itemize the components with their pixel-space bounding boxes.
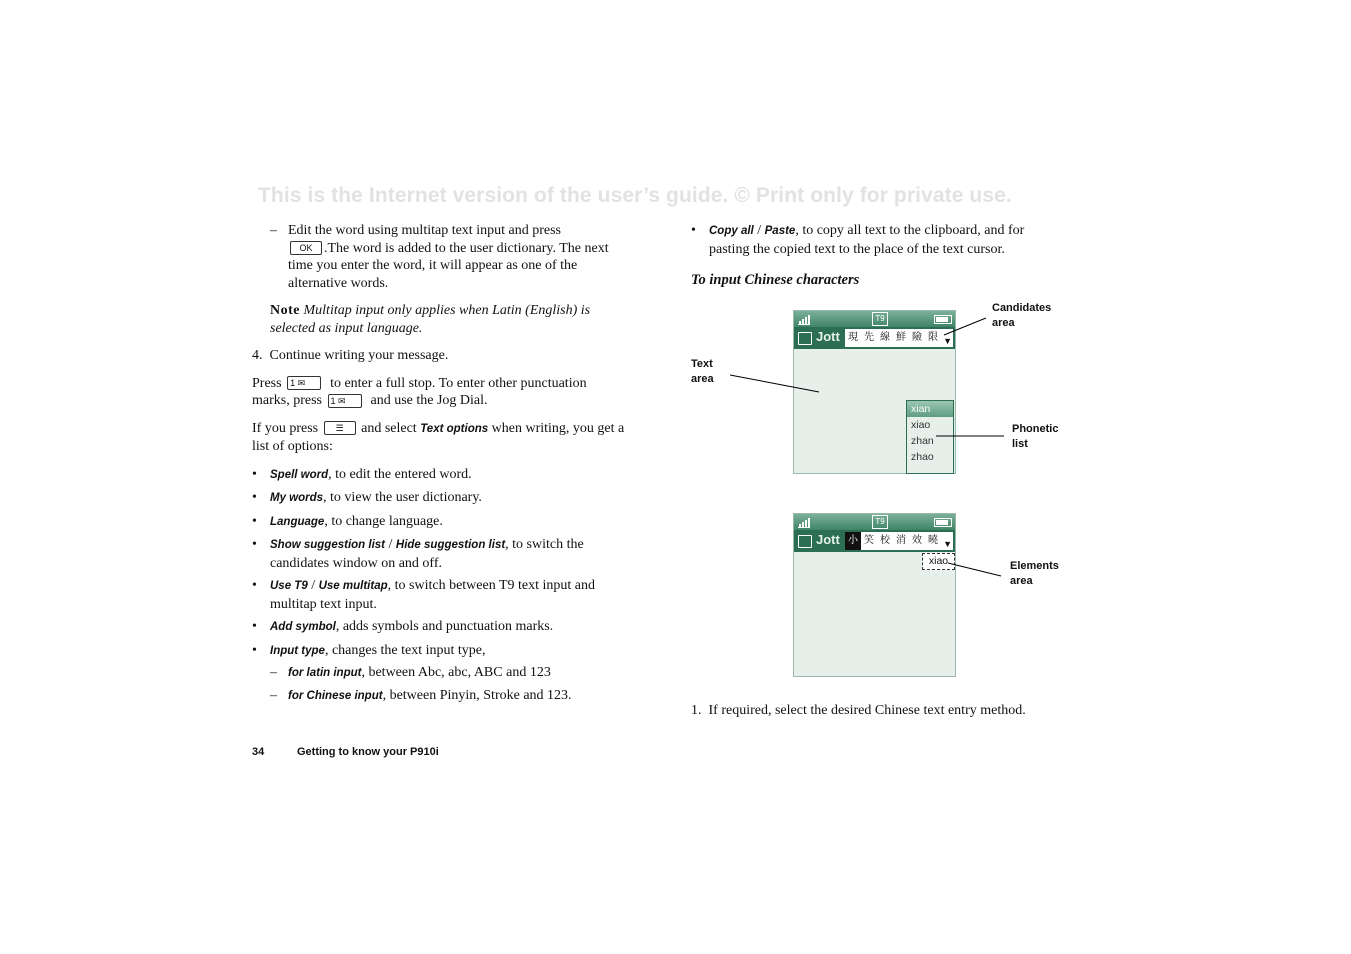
phonetic-item[interactable]: zhao: [911, 451, 934, 463]
app-title: Jott: [816, 329, 840, 344]
step-1: 1. If required, select the desired Chinese text entry method.: [691, 703, 1026, 718]
phonetic-item[interactable]: zhan: [911, 435, 934, 447]
list-item: • Input type, changes the text input type,: [252, 642, 486, 658]
callout-phonetic-list: Phonetic list: [1012, 423, 1059, 450]
section-heading: To input Chinese characters: [691, 272, 860, 288]
key-1-icon: 1 ✉: [287, 376, 321, 390]
menu-key-icon: ☰: [324, 421, 356, 435]
candidate-char[interactable]: 先: [864, 332, 874, 343]
list-item: • Use T9 / Use multitap, to switch between T9 text input and multitap text input.: [252, 578, 595, 612]
chevron-down-icon[interactable]: ▼: [943, 539, 952, 549]
callout-text-area: Text area: [691, 358, 714, 385]
list-item: • Language, to change language.: [252, 513, 443, 529]
copy-paste-item: • Copy all / Paste, to copy all text to the clipboard, and for pasting the copied text to the place of the text cursor.: [691, 223, 1025, 257]
footer-title: Getting to know your P910i: [297, 746, 439, 758]
press-key-paragraph: Press 1 ✉ to enter a full stop. To enter other punctuation marks, press 1 ✉ and use the Jog Dial.: [252, 375, 587, 408]
candidate-char[interactable]: 笑: [864, 535, 874, 546]
candidate-char[interactable]: 線: [880, 332, 890, 343]
t9-icon: T9: [872, 515, 888, 529]
candidate-char[interactable]: 消: [896, 535, 906, 546]
key-1-icon: 1 ✉: [328, 394, 362, 408]
edit-word-step: – Edit the word using multitap text input and press OK .The word is added to the user dictionary. The next time you enter the word, it will appear as one of the alternative words.: [270, 223, 609, 291]
candidate-char[interactable]: 現: [848, 332, 858, 343]
watermark-banner: This is the Internet version of the user’s guide. © Print only for private use.: [258, 184, 1012, 207]
step-4: 4. Continue writing your message.: [252, 348, 449, 363]
note-label: Note: [270, 303, 300, 318]
candidate-char[interactable]: 小: [845, 532, 861, 550]
candidate-char[interactable]: 曉: [928, 535, 938, 546]
phonetic-item[interactable]: xian: [907, 401, 953, 417]
elements-box: xiao: [922, 553, 955, 570]
note-text: Multitap input only applies when Latin (English) is selected as input language.: [270, 303, 591, 336]
text-options-paragraph: If you press ☰ and select Text options when writing, you get a list of options:: [252, 420, 625, 454]
candidate-char[interactable]: 鮮: [896, 332, 906, 343]
page-number: 34: [252, 746, 265, 758]
candidate-char[interactable]: 險: [912, 332, 922, 343]
list-item: • Show suggestion list / Hide suggestion list, to switch the candidates window on and off.: [252, 537, 584, 571]
list-item: • Spell word, to edit the entered word.: [252, 466, 472, 482]
app-title: Jott: [816, 532, 840, 547]
t9-icon: T9: [872, 312, 888, 326]
chevron-down-icon[interactable]: ▼: [943, 336, 952, 346]
sub-list-item: – for Chinese input, between Pinyin, Stroke and 123.: [270, 687, 572, 703]
sub-list-item: – for latin input, between Abc, abc, ABC and 123: [270, 665, 551, 680]
list-item: • My words, to view the user dictionary.: [252, 490, 482, 505]
phonetic-item[interactable]: xiao: [911, 419, 931, 431]
callout-candidates-area: Candidates area: [992, 302, 1052, 329]
candidate-char[interactable]: 校: [880, 535, 890, 546]
list-item: • Add symbol, adds symbols and punctuation marks.: [252, 619, 554, 634]
candidate-char[interactable]: 效: [912, 535, 922, 546]
callout-elements-area: Elements area: [1010, 560, 1059, 587]
ok-key-icon: OK: [290, 241, 322, 255]
candidate-char[interactable]: 限: [928, 332, 938, 343]
